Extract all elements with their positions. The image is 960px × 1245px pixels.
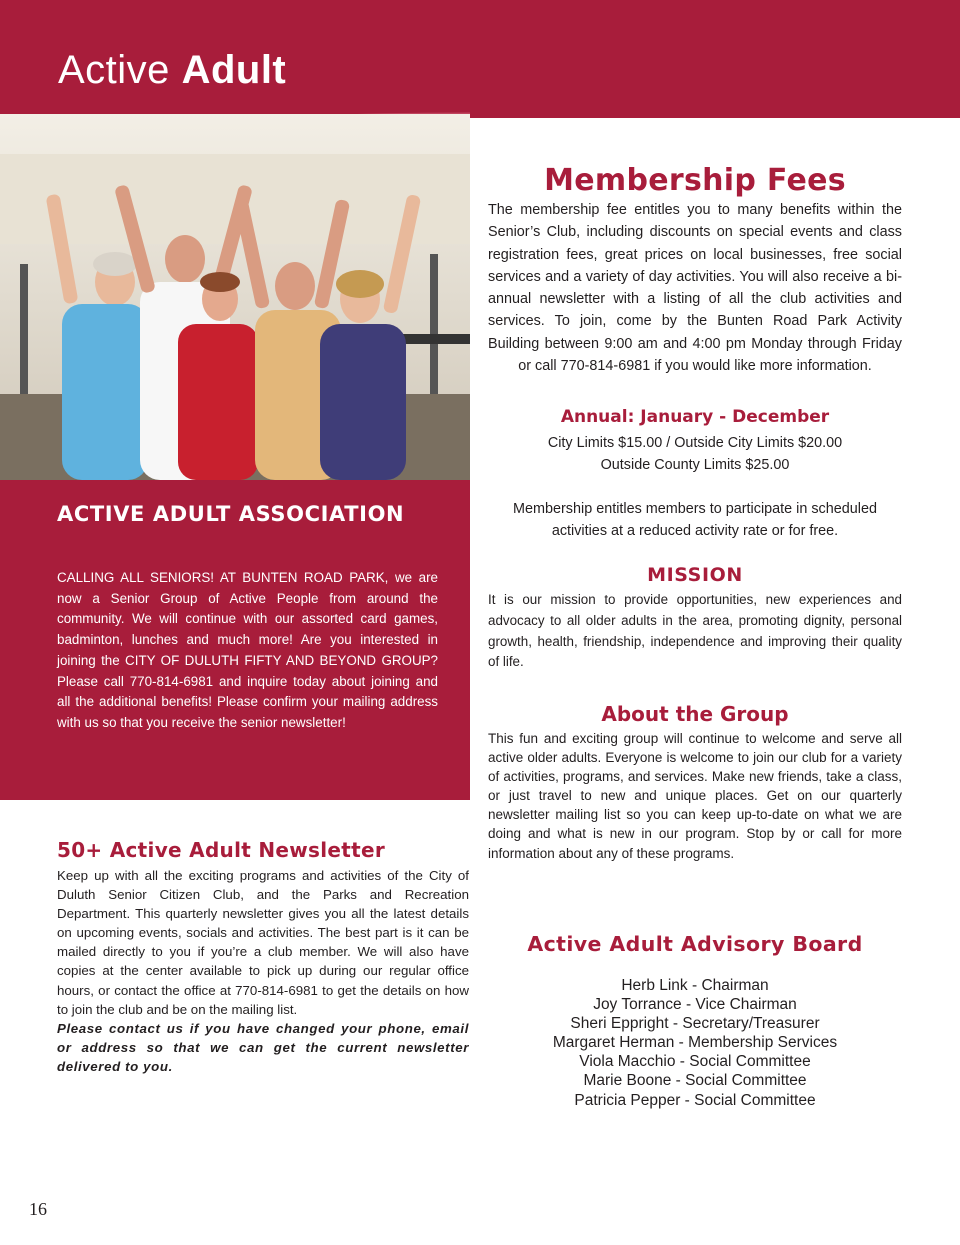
rates-line-2: Outside County Limits $25.00 [600,457,790,473]
about-heading: About the Group [601,702,789,726]
advisory-board-list [488,976,902,1110]
page-number: 16 [29,1199,47,1219]
board-member: Patricia Pepper - Social Committee [574,1091,816,1109]
board-member: Viola Macchio - Social Committee [579,1053,811,1071]
board-member: Marie Boone - Social Committee [583,1072,807,1090]
title-bold: Adult [181,48,287,92]
seniors-photo [0,114,470,480]
mission-body: It is our mission to provide opportunities, new experiences and advocacy to all older adults in the area, promoting dignity, personal growth, health, friendship, independence and improving their quality of life. [488,592,902,670]
page-title [58,48,286,93]
board-member: Joy Torrance - Vice Chairman [593,996,797,1014]
membership-fees-body: The membership fee entitles you to many benefits within the Senior’s Club, including discounts on special events and class registration fees, great prices on local businesses, free social services and a variety of day activities. You will also receive a bi-annual newsletter with a listing of all the club activities and services. To join, come by the Bunten Road Park Activity Building between 9:00 am and 4:00 pm Monday through Friday or call 770-814-6981 if you would like more information. [488,202,902,375]
mission-heading: MISSION [647,564,743,586]
board-member: Margaret Herman - Membership Services [552,1034,838,1052]
newsletter-body: Keep up with all the exciting programs and activities of the City of Duluth Senior Citizen Club, and the Parks and Recreation Department. This quarterly newsletter gives you all the latest details on upcoming events, socials and activities. The best part is it can be mailed directly to you if you’re a club member. We will also have copies at the center available to pick up during our regular office hours, or contact the office at 770-814-6981 to get the details on how to join the club and be on the mailing list. [57,868,469,1017]
fee-rates [488,432,902,476]
annual-period: Annual: January - December [560,407,830,427]
board-member: Sheri Eppright - Secretary/Treasurer [570,1015,820,1033]
association-body: CALLING ALL SENIORS! AT BUNTEN ROAD PARK, we are now a Senior Group of Active People from around the community. We will continue with our assorted card games, badminton, lunches and much more! Are you interested in joining the CITY OF DULUTH FIFTY AND BEYOND GROUP? Please call 770-814-6981 and inquire today about joining and all the additional benefits! Please confirm your mailing address with us so that you receive the senior newsletter! [57,570,438,730]
board-member: Herb Link - Chairman [621,977,769,994]
newsletter-heading: 50+ Active Adult Newsletter [57,838,386,862]
membership-entitles: Membership entitles members to participate in scheduled activities at a reduced activity rate or for free. [513,501,877,539]
about-body: This fun and exciting group will continue to welcome and serve all active older adults. Everyone is welcome to join our club for a variety of activities, programs, and services. Make new friends, take a class, or just travel to new and unique places. Get on our quarterly newsletter mailing list so you can keep up-to-date on what we are doing and what is new in our program. Stop by or call for more information about any of these programs. [488,731,902,861]
newsletter-section [57,838,469,1076]
membership-fees-heading: Membership Fees [544,163,846,198]
newsletter-emphasis: Please contact us if you have changed your phone, email or address so that we can get the current newsletter delivered to you. [57,1020,469,1074]
rates-line-1: City Limits $15.00 / Outside City Limits $20.00 [547,435,843,451]
association-heading: ACTIVE ADULT ASSOCIATION [57,502,405,526]
seniors-photo-illustration [0,114,470,480]
title-light: Active [58,48,170,92]
association-panel [0,480,470,800]
advisory-board-heading: Active Adult Advisory Board [527,932,863,956]
